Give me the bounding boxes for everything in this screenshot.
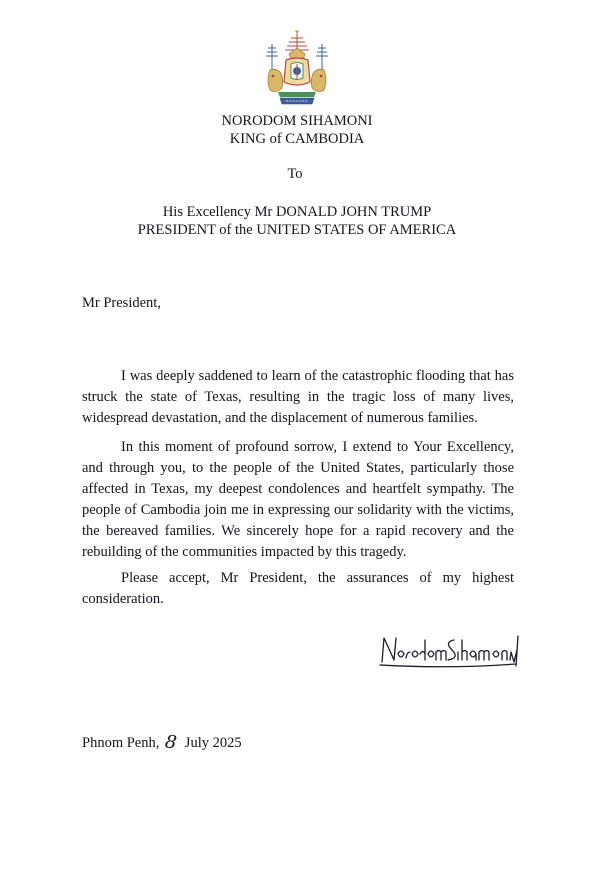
place-name: Phnom Penh, (82, 735, 160, 751)
handwritten-signature (376, 632, 526, 672)
letter-paragraph-3: Please accept, Mr President, the assurances of my highest consideration. (82, 570, 514, 607)
sender-name: NORODOM SIHAMONI (221, 113, 373, 129)
letter-paragraph-1: I was deeply saddened to learn of the catastrophic flooding that has struck the state of Texas, resulting in the tragic loss of many lives, widespread devastation, and the displacement of numerous families. (82, 368, 514, 426)
to-label: To (287, 166, 303, 182)
addressee-name: His Excellency Mr DONALD JOHN TRUMP (162, 204, 432, 220)
handwritten-day: 8 (164, 731, 179, 754)
letter-paragraph-2: In this moment of profound sorrow, I extend to Your Excellency, and through you, to the people of the United States, particularly those affected in Texas, my deepest condolences and heartfelt sympathy. The people of Cambodia join me in expressing our solidarity with the victims, the bereaved families. We sincerely hope for a rapid recovery and the rebuilding of the communities impacted by this tragedy. (82, 439, 514, 560)
sender-title: KING of CAMBODIA (229, 131, 365, 147)
royal-coat-of-arms-emblem (262, 30, 332, 106)
addressee-title: PRESIDENT of the UNITED STATES OF AMERICA (137, 222, 457, 238)
salutation: Mr President, (82, 295, 161, 311)
place-and-date (82, 733, 242, 752)
month-year: July 2025 (184, 735, 242, 751)
